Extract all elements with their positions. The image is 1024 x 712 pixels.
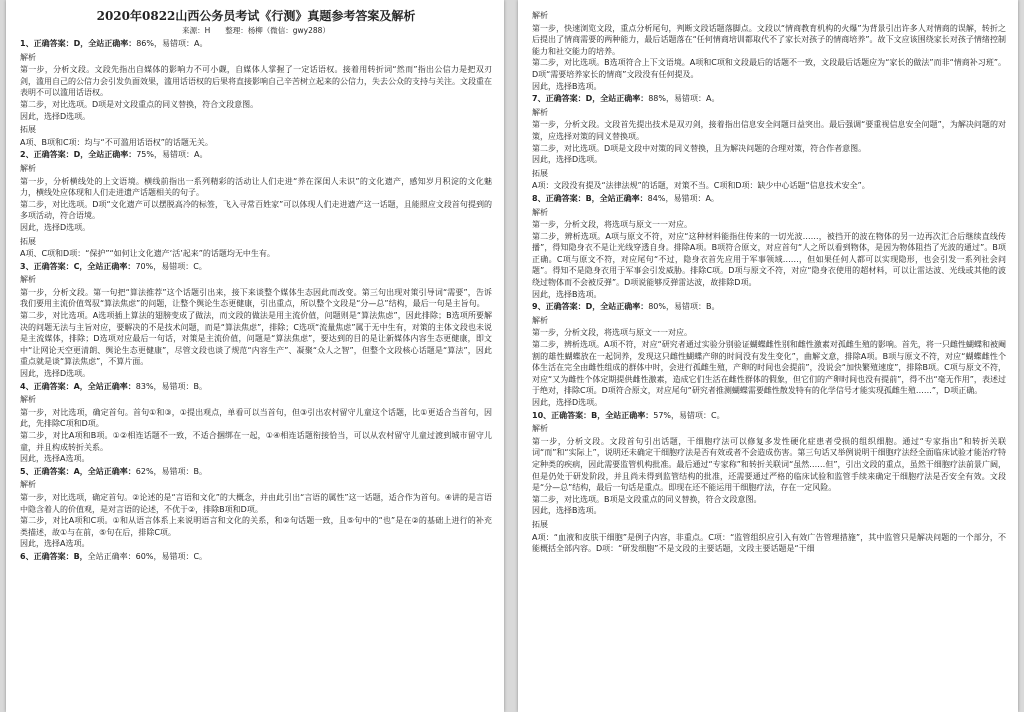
question-10-step2: 第二步，对比选项。B项是文段重点的同义替换，符合文段意图。 [532, 494, 762, 504]
question-1-answer: 1、正确答案：D，全站正确率：86%，易错项：A。 [20, 39, 208, 48]
analysis-label: 解析 [20, 395, 36, 405]
question-9-step2: 第二步，辨析选项。A项不符，对应“研究者通过实验分别验证蝴蝶雌性别和雌性激素对孤雌生殖的影响。首先，将一只雌性蝴蝶和被阉割的雄性蝴蝶放在一起饲养，发现这只雌性蝴蝶产卵的时间没有发生变化”，曲解文意，排除A项。B项与原文不符，对应“蝴蝶雌性个体生活在完全由雌性组成的群体中时，会进行孤雌生殖，产卵的时间也会提前”，没说会“加快繁殖速度”，排除B项。C项与原文不符，对应“又为雌性个体定期提供雌性激素，造成它们生活在雌性群体的假象，但它们的产卵时间也没有提前”，得不出“毫无作用”，表述过于绝对，排除C项。D项符合原文，对应尾句“研究者推测蝴蝶需要雌性散发特有的化学信号才能实现孤雌生殖……”，D项正确。 [532, 340, 1006, 396]
analysis-label: 解析 [532, 207, 548, 217]
question-1-step2: 第二步，对比选项。D项是对文段重点的同义替换，符合文段意图。 [20, 99, 259, 109]
analysis-label: 解析 [532, 11, 548, 20]
analysis-label: 解析 [532, 315, 548, 325]
question-7-answer: 7、正确答案：D，全站正确率：88%，易错项：A。 [532, 94, 720, 104]
question-5-step2: 第二步，对比A项和C项。①和从语言体系上来说明语言和文化的关系，和②句话题一致，且⑤句中的“也”是在②的基础上进行的补充类描述，故①与在前，⑤句在后，排除C项。 [20, 516, 492, 537]
extension-label: 拓展 [532, 168, 548, 178]
document-title: 2020年0822山西公务员考试《行测》真题参考答案及解析 [96, 9, 416, 23]
question-4-answer: 4、正确答案：A，全站正确率：83%，易错项：B。 [20, 381, 208, 391]
analysis-label: 解析 [20, 163, 36, 173]
document-page-right [518, 0, 1018, 712]
question-1-extension: A项、B项和C项：均与“不可滥用话语权”的话题无关。 [20, 137, 213, 147]
question-2-conclusion: 因此，选择D选项。 [20, 222, 91, 232]
question-10-step1: 第一步，分析文段。文段首句引出话题，干细胞疗法可以修复多发性硬化症患者受损的组织细胞。通过“专家指出”和转折关联词“而”和“实际上”，说明还未确定干细胞疗法是否有效或者不会造成伤害。第三句话又举例说明干细胞疗法经全面临床试验才能治疗特定种类的疾病，因此需要监管机构批准。最后通过“专家称”和转折关联词“虽然……但”，引出文段的重点，虽然干细胞疗法前景广阔，但是仍处于研发阶段，并且尚未得到监管结构的批准，还需要通过严格的临床试验和监管手续来确定干细胞疗法是否安全有效。文段是“分—总”结构，最后一句话是重点。即现在还不能运用干细胞疗法，存在一定风险。 [532, 436, 1006, 493]
question-3-step2: 第二步，对比选项。A选项插上算法的翅膀变成了做法，而文段的做法是用主流价值，问题则是“算法焦虑”，因此排除；B选项所要解决的问题无法与主旨对应，要解决的不是技术问题，而是“算法焦虑”，排除；C选项“流量焦虑”属于无中生有，对策的主体文段也未说是主流媒体，排除；D选项对应最后一句话，对策是主流价值，问题是“算法焦虑”，要达到的目的是让新媒体内容生态更健康，即文中“让网论天空更清朗、舆论生态更健康”，尽管文段也谈了规范“内容生产”、凝聚“众人之智”，但整个文段核心话题是“算法”，因此重点就是谈“算法焦虑”，不算片面。 [20, 311, 492, 367]
question-10-extension: A项：“血液和皮肤干细胞”是例子内容，非重点。C项：“监管组织应引入有效广告管理措施”，其中监管只是解决问题的一个部分，不能概括全部内容。D项：“研发细胞”不是文段的主要话题，文段主要话题是“干细 [532, 532, 1006, 554]
question-5-step1: 第一步，对比选项，确定首句。②论述的是“言语和文化”的大概念，并由此引出“言语的属性”这一话题，适合作为首句。④讲的是言语中隐含着人的价值观，是对言语的论述，不优于②，排除B项和D项。 [20, 492, 492, 514]
question-6-conclusion: 因此，选择B选项。 [532, 81, 602, 91]
analysis-label: 解析 [20, 480, 36, 490]
analysis-label: 解析 [532, 107, 548, 117]
question-4-step1: 第一步，对比选项，确定首句。首句①和③，①提出观点，单看可以当首句，但③引出农村留守儿童这个话题，比①更适合当首句，因此，先排除C项和D项。 [20, 407, 492, 429]
extension-label: 拓展 [532, 519, 548, 529]
question-7-conclusion: 因此，选择D选项。 [532, 155, 603, 165]
extension-label: 拓展 [20, 125, 36, 135]
question-4-conclusion: 因此，选择A选项。 [20, 454, 90, 464]
question-7-step2: 第二步，对比选项。D项是文段中对策的同义替换，且为解决问题的合理对策，符合作者意图。 [532, 143, 867, 153]
question-9-answer: 9、正确答案：D，全站正确率：80%，易错项：B。 [532, 302, 720, 312]
question-2-step1: 第一步，分析横线处的上文语境。横线前指出一系列精彩的活动让人们走进“养在深闺人未识”的文化遗产，感知岁月积淀的文化魅力，横线处应体现和人们走进遗产话题相关的句子。 [20, 176, 492, 198]
question-1-conclusion: 因此，选择D选项。 [20, 111, 91, 121]
question-2-extension: A项、C项和D项：“保护”“如何让文化遗产‘活’起来”的话题均无中生有。 [20, 249, 275, 259]
question-5-conclusion: 因此，选择A选项。 [20, 539, 90, 549]
document-page-left [6, 0, 504, 712]
question-7-step1: 第一步，分析文段。文段首先提出技术是双刃剑，接着指出信息安全问题日益突出。最后强调“要重视信息安全问题”，为解决问题的对策，应选择对策的同义替换项。 [532, 120, 1006, 141]
question-3-step1: 第一步，分析文段。第一句把“算法推荐”这个话题引出来，接下来谈整个媒体生态因此而改变。第三句出现对策引导词“需要”，告诉我们要用主流价值驾驭“算法焦虑”的问题，让整个舆论生态更健康，引出重点，所以整个文段是“分—总”结构，最后一句是主旨句。 [20, 287, 492, 309]
question-2-step2: 第二步，对比选项。D项“文化遗产可以摆脱高冷的标签，飞入寻常百姓家”可以体现人们走进遗产这一话题，且能照应文段首句提到的多项活动，符合语境。 [20, 199, 492, 221]
question-8-step1: 第一步，分析文段，将选项与原文一一对应。 [532, 220, 692, 230]
question-6-step1: 第一步，快速浏览文段，重点分析尾句，判断文段话题落脚点。文段以“情商教育机构的火爆”为背景引出许多人对情商的误解，转折之后提出了情商需要的两种能力，最后话题落在“任何情商培训都取代不了家长对孩子的情商培养”。故下文应该围绕家长对孩子情绪控制能力和社交能力的培养。 [532, 23, 1006, 56]
question-8-answer: 8、正确答案：B，全站正确率：84%，易错项：A。 [532, 193, 719, 203]
question-6-answer: 6、正确答案：B，全站正确率：60%，易错项：C。 [20, 551, 208, 561]
question-3-answer: 3、正确答案：C，全站正确率：70%，易错项：C。 [20, 261, 207, 271]
question-10-answer: 10、正确答案：B，全站正确率：57%，易错项：C。 [532, 410, 725, 420]
question-8-conclusion: 因此，选择B选项。 [532, 289, 602, 299]
analysis-label: 解析 [532, 424, 548, 434]
question-9-conclusion: 因此，选择D选项。 [532, 398, 603, 407]
question-7-extension: A项：文段没有提及“法律法规”的话题，对策不当。C项和D项：缺少中心话题“信息技术安全”。 [532, 181, 870, 191]
question-2-answer: 2、正确答案：D，全站正确率：75%，易错项：A。 [20, 150, 208, 160]
question-1-step1: 第一步，分析文段。文段先指出自媒体的影响力不可小觑，自媒体人掌握了一定话语权。接着用转折词“然而”指出公信力是把双刃剑，滥用自己的公信力会引发负面效果，滥用话语权的后果将直接影响自己辛苦树立起来的公信力，失去公众的支持与关注。文段重在表明不可以滥用话语权。 [20, 65, 492, 98]
document-source-line: 来源：H 整理：杨柳（微信：gwy288） [182, 26, 330, 35]
question-5-answer: 5、正确答案：A，全站正确率：62%，易错项：B。 [20, 466, 208, 476]
question-6-step2: 第二步，对比选项。B选项符合上下文语境。A项和C项和文段最后的话题不一致，文段最后话题应为“家长的做法”而非“情商补习班”。D项“需要培养家长的情商”文段没有任何提及。 [532, 58, 1006, 79]
question-8-step2: 第二步，辨析选项。A项与原文不符，对应“这种材料能指住传来的一切光波……，被挡开的波在物体的另一边再次汇合后继续直线传播”，得知隐身衣不是让光线穿透自身。排除A项。B项符合原文，对应首句“人之所以看到物体，是因为物体阻挡了光波的通过”。B项正确。C项与原文不符，对应尾句“不过，隐身衣首先应用于军事领域……，但如果任何人都可以实现隐形，也会引发一系列社会问题”。得知不是隐身衣用于军事会引发威胁。排除C项。D项与原文不符，对应“隐身衣使用的超材料，可以让雷达波、光线或其他的波绕过物体而不会被反弹”。D项说能够反弹雷达波，故排除D项。 [532, 231, 1006, 288]
question-3-conclusion: 因此，选择D选项。 [20, 369, 91, 379]
question-10-conclusion: 因此，选择B选项。 [532, 506, 602, 516]
analysis-label: 解析 [20, 275, 36, 285]
extension-label: 拓展 [20, 236, 36, 246]
question-4-step2: 第二步，对比A项和B项。①②相连话题不一致，不适合捆绑在一起，①④相连话题衔接恰当，可以从农村留守儿童过渡到城市留守儿童，并且构成转折关系。 [20, 431, 492, 452]
question-9-step1: 第一步，分析文段，将选项与原文一一对应。 [532, 328, 692, 338]
analysis-label: 解析 [20, 52, 36, 62]
